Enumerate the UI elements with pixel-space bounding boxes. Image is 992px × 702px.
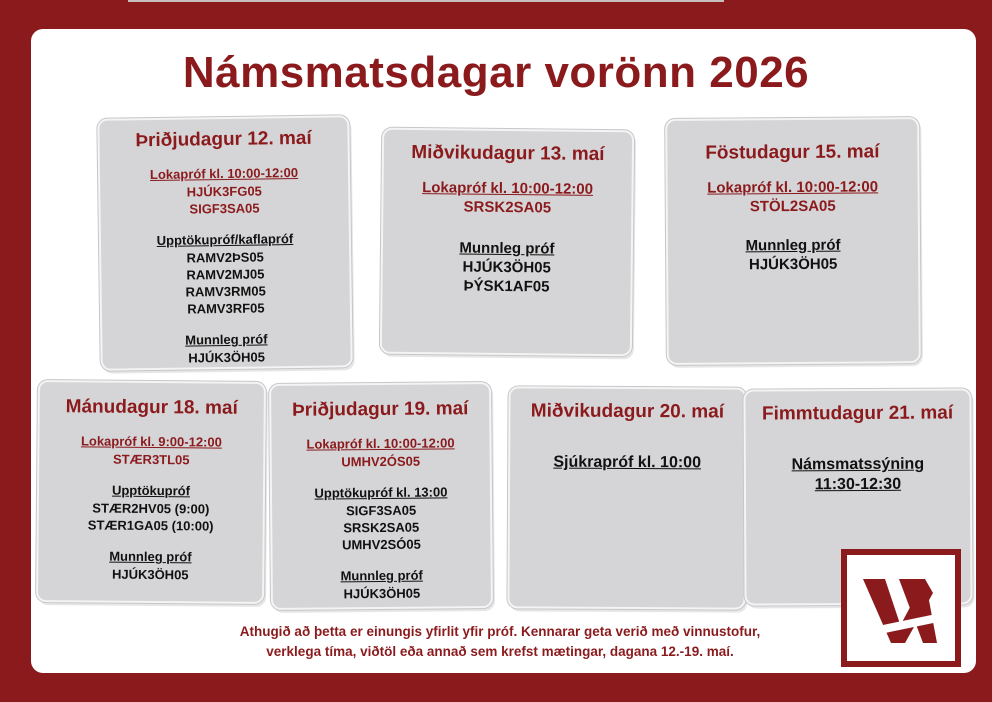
footer-note [170,622,830,662]
exam-code: RAMV2ÞS05 [186,249,264,266]
exam-code: RAMV3RF05 [187,300,265,317]
exam-code: HJÚK3ÖH05 [462,258,552,277]
day-heading: Þriðjudagur 19. maí [291,398,469,421]
footer-line: verklega tíma, viðtöl eða annað sem krefst mætingar, dagana 12.-19. maí. [266,644,734,659]
oral-exams-section [38,547,262,584]
sick-exams-section [510,452,744,473]
exam-code: STÆR3TL05 [112,451,190,468]
oral-exams-section [382,238,631,298]
day-card-wed-13 [380,128,634,357]
exam-code: HJÚK3ÖH05 [748,255,838,274]
final-exams-section [383,178,631,219]
sick-exam-heading: Sjúkrapróf kl. 10:00 [553,453,702,472]
day-card-tue-12 [97,115,352,370]
day-heading: Föstudagur 15. maí [705,141,880,164]
assessment-show-time: 11:30-12:30 [814,475,902,494]
exam-code: HJÚK3ÖH05 [343,585,421,602]
day-card-wed-20 [507,386,746,609]
school-logo-icon [841,549,961,667]
day-card-tue-19 [269,382,493,610]
footer-line: Athugið að þetta er einungis yfirlit yfir próf. Kennarar geta verið með vinnustofur, [239,624,761,639]
final-exams-section [271,434,489,471]
top-divider [128,0,724,2]
oral-heading: Munnleg próf [459,239,555,258]
day-heading: Fimmtudagur 21. maí [761,402,954,425]
exam-code: SRSK2SA05 [463,198,552,217]
exam-code: HJÚK3FG05 [186,183,262,200]
retake-exams-section [39,481,263,535]
day-card-mon-18 [36,380,266,604]
day-heading: Mánudagur 18. maí [65,396,238,419]
assessment-show-section [746,454,970,495]
day-heading: Þriðjudagur 12. maí [135,127,312,152]
final-exams-heading: Lokapróf kl. 9:00-12:00 [80,433,222,450]
retake-heading: Upptökupróf kl. 13:00 [314,484,448,501]
exam-code: UMHV2SÓ05 [341,536,421,553]
retake-exams-section [272,483,491,554]
exam-code: HJÚK3ÖH05 [111,566,189,583]
page-title: Námsmatsdagar vorönn 2026 [182,48,810,97]
exam-code: STÖL2SA05 [749,197,836,216]
final-exams-heading: Lokapróf kl. 10:00-12:00 [707,178,879,197]
day-heading: Miðvikudagur 20. maí [530,400,725,423]
final-exams-heading: Lokapróf kl. 10:00-12:00 [149,164,299,183]
final-exams-section [668,177,918,217]
oral-exams-section [273,566,491,603]
exam-code: SIGF3SA05 [346,502,417,519]
final-exams-heading: Lokapróf kl. 10:00-12:00 [422,179,594,198]
retake-exams-section [101,229,350,318]
final-exams-section [100,163,349,218]
exam-code: SRSK2SA05 [343,519,420,536]
exam-code: HJÚK3ÖH05 [188,349,265,366]
exam-code: RAMV3RM05 [185,283,266,300]
exam-code: SIGF3SA05 [189,200,260,217]
exam-code: ÞÝSK1AF05 [463,277,550,296]
final-exams-section [39,432,263,469]
exam-code: STÆR1GA05 (10:00) [87,517,214,534]
oral-heading: Munnleg próf [185,331,268,348]
oral-heading: Munnleg próf [109,548,192,565]
day-heading: Miðvikudagur 13. maí [411,141,605,166]
oral-exams-section [102,329,350,367]
final-exams-heading: Lokapróf kl. 10:00-12:00 [306,435,455,452]
exam-code: STÆR2HV05 (9:00) [92,500,210,517]
exam-code: UMHV2ÓS05 [341,453,421,470]
exam-code: RAMV2MJ05 [186,266,265,283]
day-card-fri-15 [665,117,921,365]
retake-heading: Upptökupróf/kaflapróf [156,231,294,248]
oral-heading: Munnleg próf [745,236,841,255]
oral-heading: Munnleg próf [340,567,423,584]
oral-exams-section [668,235,918,275]
retake-heading: Upptökupróf [111,482,191,499]
logo-graphic [841,549,961,667]
assessment-show-heading: Námsmatssýning [791,455,925,474]
